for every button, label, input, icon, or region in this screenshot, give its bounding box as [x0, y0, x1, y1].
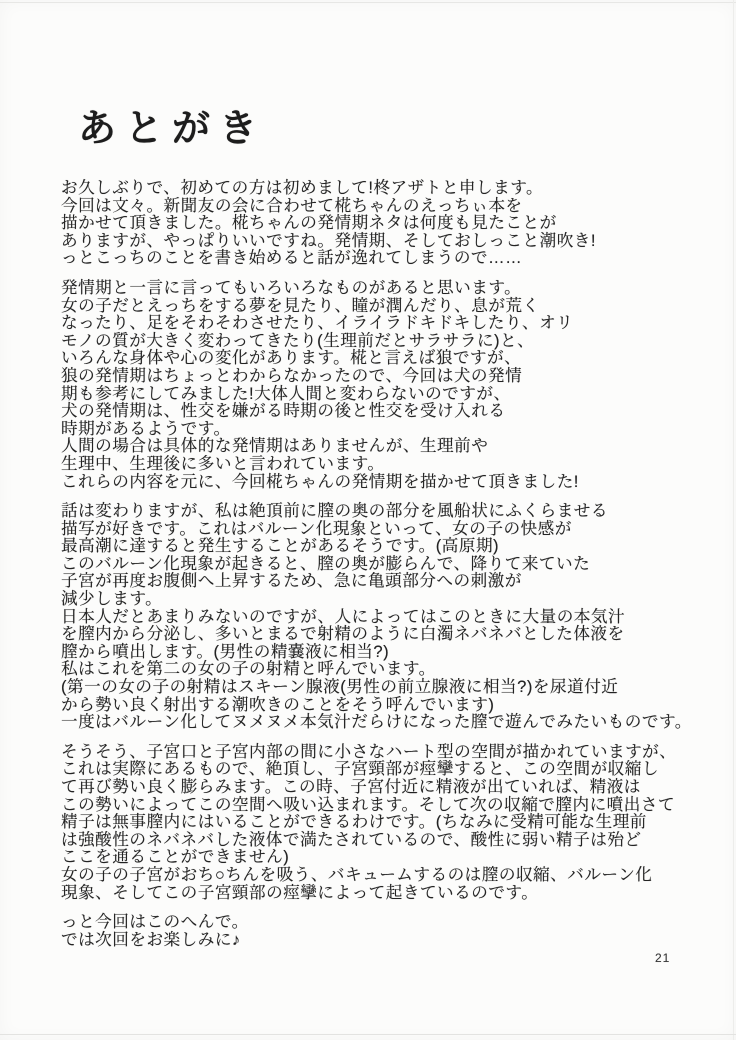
text-line: これは実際にあるもので、絶頂し、子宮頸部が痙攣すると、この空間が収縮し — [61, 759, 659, 779]
text-line: では次回をお楽しみに♪ — [61, 929, 241, 949]
text-line: いろんな身体や心の変化があります。椛と言えば狼ですが、 — [61, 348, 522, 368]
text-line: 狼の発情期はちょっとわからなかったので、今回は犬の発情 — [61, 365, 523, 385]
afterword-text — [61, 179, 729, 960]
text-line: 生理中、生理後に多いと言われています。 — [61, 453, 385, 473]
text-line: モノの質が大きく変わってきたり(生理前だとサラサラに)と、 — [61, 330, 535, 350]
text-line: ありますが、やっぱりいいですね。発情期、そしておしっこと潮吹き! — [61, 230, 597, 250]
text-line: そうそう、子宮口と子宮内部の間に小さなハート型の空間が描かれていますが、 — [61, 741, 677, 761]
text-line: っと今回はこのへんで。 — [61, 912, 249, 932]
scan-edge-line — [733, 0, 734, 1040]
text-line: 発情期と一言に言ってもいろいろなものがあると思います。 — [61, 277, 522, 297]
text-line: 人間の場合は具体的な発情期はありませんが、生理前や — [61, 436, 489, 456]
paragraph — [61, 279, 729, 490]
text-line: この勢いによってこの空間へ吸い込まれます。そして次の収縮で膣内に噴出さて — [61, 794, 676, 814]
text-line: 今回は文々。新聞友の会に合わせて椛ちゃんのえっちぃ本を — [61, 195, 523, 215]
text-line: を膣内から分泌し、多いとまるで射精のように白濁ネバネバとした体液を — [61, 624, 625, 644]
paragraph — [61, 743, 729, 901]
text-line: 子宮が再度お腹側へ上昇するため、急に亀頭部分への刺激が — [61, 571, 522, 591]
paragraph — [61, 502, 729, 731]
text-line: これらの内容を元に、今回椛ちゃんの発情期を描かせて頂きました! — [61, 471, 579, 491]
text-line: 現象、そしてこの子宮頸部の痙攣によって起きているのです。 — [61, 882, 539, 902]
text-line: 期も参考にしてみました!大体人間と変わらないのですが、 — [61, 383, 511, 403]
text-line: 膣から噴出します。(男性の精嚢液に相当?) — [61, 641, 390, 661]
text-line: 女の子だとえっちをする夢を見たり、瞳が潤んだり、息が荒く — [61, 295, 540, 315]
text-line: 減少します。 — [61, 589, 163, 609]
text-line: は強酸性のネバネバした液体で満たされているので、酸性に弱い精子は殆ど — [61, 829, 642, 849]
paragraph — [61, 179, 729, 267]
text-line: なったり、足をそわそわさせたり、イライラドキドキしたり、オリ — [61, 313, 574, 333]
text-line: お久しぶりで、初めての方は初めまして!柊アザトと申します。 — [61, 178, 544, 197]
text-line: 私はこれを第二の女の子の射精と呼んでいます。 — [61, 659, 436, 679]
text-line: から勢い良く射出する潮吹きのことをそう呼んでいます) — [61, 694, 495, 714]
text-line: (第一の女の子の射精はスキーン腺液(男性の前立腺液に相当?)を尿道付近 — [61, 677, 619, 697]
text-line: 話は変わりますが、私は絶頂前に膣の奥の部分を風船状にふくらませる — [61, 501, 608, 521]
text-line: っとこっちのことを書き始めると話が逸れてしまうので…… — [61, 248, 523, 268]
page-number: 21 — [655, 951, 671, 965]
text-line: 時期があるようです。 — [61, 418, 231, 438]
text-line: このバルーン化現象が起きると、膣の奥が膨らんで、降りて来ていた — [61, 553, 591, 573]
text-line: ここを通ることができません) — [61, 847, 290, 867]
text-line: 描かせて頂きました。椛ちゃんの発情期ネタは何度も見たことが — [61, 213, 557, 233]
text-line: 最高潮に達すると発生することがあるそうです。(高原期) — [61, 536, 500, 556]
text-line: て再び勢い良く膨らみます。この時、子宮付近に精液が出ていれば、精液は — [61, 777, 641, 796]
text-line: 精子は無事膣内にはいることができるわけです。(ちなみに受精可能な生理前 — [61, 812, 647, 832]
text-line: 日本人だとあまりみないのですが、人によってはこのときに大量の本気汁 — [61, 606, 626, 626]
page-title: あとがき — [78, 108, 267, 151]
text-line: 犬の発情期は、性交を嫌がる時期の後と性交を受け入れる — [61, 401, 506, 421]
text-line: 一度はバルーン化してヌメヌメ本気汁だらけになった膣で遊んでみたいものです。 — [61, 712, 692, 732]
paragraph — [61, 913, 729, 948]
text-line: 描写が好きです。これはバルーン化現象といって、女の子の快感が — [61, 518, 572, 538]
text-line: 女の子の子宮がおち○ちんを吸う、バキュームするのは膣の収縮、バルーン化 — [61, 864, 653, 884]
